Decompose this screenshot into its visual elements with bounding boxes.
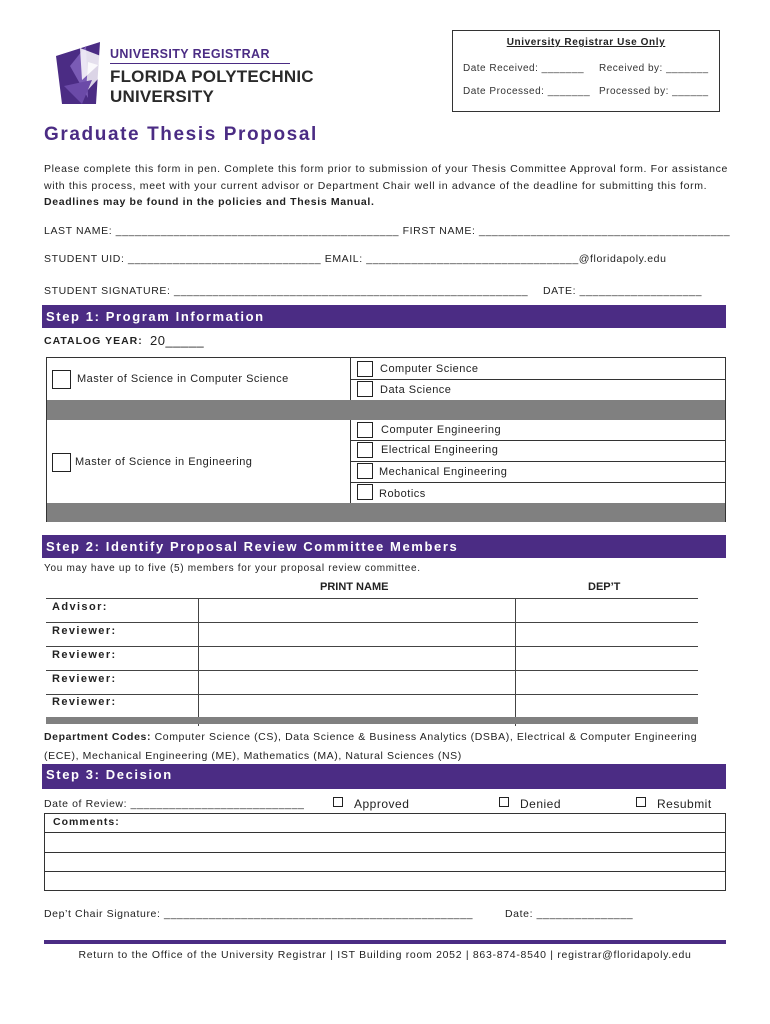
date-received-field[interactable]: Date Received: _______: [463, 63, 585, 74]
ds-track-label: Data Science: [380, 384, 452, 396]
student-signature-field[interactable]: STUDENT SIGNATURE: _______________________________________________________: [44, 285, 529, 297]
resubmit-checkbox[interactable]: [636, 797, 646, 807]
chair-date-field[interactable]: Date: _______________: [505, 908, 634, 920]
logo-registrar-text: UNIVERSITY REGISTRAR: [110, 47, 270, 61]
logo-university-name: FLORIDA POLYTECHNIC: [110, 67, 314, 86]
ee-track-checkbox[interactable]: [357, 442, 373, 458]
program-separator-1: [47, 400, 725, 420]
received-by-field[interactable]: Received by: _______: [599, 63, 709, 74]
ms-eng-label: Master of Science in Engineering: [75, 456, 253, 468]
instructions-text: Please complete this form in pen. Complete this form prior to submission of your Thesis Committee Approval form. For assistance with this process, meet with your current advisor or Department Chair well in advance of the deadline for submitting this form.: [44, 163, 729, 192]
reviewer-label: Reviewer:: [52, 673, 117, 685]
table-rule: [46, 670, 698, 671]
ce-track-checkbox[interactable]: [357, 422, 373, 438]
table-rule: [46, 694, 698, 695]
footer-contact: Return to the Office of the University Registrar | IST Building room 2052 | 863-874-8540 | registrar@floridapoly.edu: [78, 949, 692, 961]
ce-track-label: Computer Engineering: [381, 424, 502, 436]
department-codes: [44, 728, 734, 766]
registrar-use-box: [452, 30, 720, 112]
processed-by-field[interactable]: Processed by: ______: [599, 86, 709, 97]
program-table: [46, 357, 726, 522]
comment-line: [45, 852, 725, 853]
row-divider: [350, 461, 725, 462]
column-divider: [515, 598, 516, 726]
form-title: Graduate Thesis Proposal: [44, 124, 318, 145]
table-rule: [46, 598, 698, 599]
column-divider: [198, 598, 199, 726]
robotics-track-label: Robotics: [379, 488, 426, 500]
approved-label: Approved: [354, 797, 410, 811]
ms-cs-checkbox[interactable]: [52, 370, 71, 389]
committee-note: You may have up to five (5) members for your proposal review committee.: [44, 563, 421, 574]
reviewer-label: Reviewer:: [52, 649, 117, 661]
uid-email-fields[interactable]: STUDENT UID: ______________________________ EMAIL: _________________________________@floridapoly.edu: [44, 253, 667, 265]
table-bottom-band: [46, 717, 698, 724]
row-divider: [350, 440, 725, 441]
reviewer-label: Reviewer:: [52, 625, 117, 637]
step3-header: Step 3: Decision: [42, 764, 726, 789]
catalog-year-field[interactable]: 20_____: [150, 333, 205, 348]
cs-track-label: Computer Science: [380, 363, 479, 375]
ee-track-label: Electrical Engineering: [381, 444, 499, 456]
ms-eng-checkbox[interactable]: [52, 453, 71, 472]
registrar-box-title: University Registrar Use Only: [506, 37, 666, 48]
signature-date-field[interactable]: DATE: ___________________: [543, 285, 703, 297]
ms-cs-label: Master of Science in Computer Science: [77, 373, 289, 385]
date-of-review-field[interactable]: Date of Review: ___________________________: [44, 798, 305, 810]
denied-checkbox[interactable]: [499, 797, 509, 807]
codes-label: Department Codes:: [44, 731, 152, 743]
comments-box[interactable]: [44, 813, 726, 891]
logo-university-word: UNIVERSITY: [110, 87, 215, 106]
committee-table: [46, 598, 698, 726]
comment-line: [45, 832, 725, 833]
comments-label: Comments:: [53, 816, 120, 828]
name-fields[interactable]: LAST NAME: ____________________________________________ FIRST NAME: _______________________________________: [44, 225, 731, 237]
comment-line: [45, 871, 725, 872]
catalog-year-label: CATALOG YEAR:: [44, 335, 143, 347]
me-track-checkbox[interactable]: [357, 463, 373, 479]
program-separator-2: [47, 503, 725, 522]
date-processed-field[interactable]: Date Processed: _______: [463, 86, 591, 97]
row-divider: [350, 379, 725, 380]
deadline-note: Deadlines may be found in the policies and Thesis Manual.: [44, 196, 375, 208]
step1-header: Step 1: Program Information: [42, 305, 726, 328]
cs-track-checkbox[interactable]: [357, 361, 373, 377]
approved-checkbox[interactable]: [333, 797, 343, 807]
row-divider: [350, 482, 725, 483]
advisor-label: Advisor:: [52, 601, 108, 613]
logo-divider: [110, 63, 290, 64]
dept-header: DEP’T: [588, 581, 621, 593]
footer-rule: [44, 940, 726, 944]
form-instructions: [44, 161, 734, 211]
print-name-header: PRINT NAME: [320, 581, 389, 593]
resubmit-label: Resubmit: [657, 797, 712, 811]
step2-header: Step 2: Identify Proposal Review Committee Members: [42, 535, 726, 558]
ds-track-checkbox[interactable]: [357, 381, 373, 397]
denied-label: Denied: [520, 797, 562, 811]
robotics-track-checkbox[interactable]: [357, 484, 373, 500]
reviewer-label: Reviewer:: [52, 696, 117, 708]
table-rule: [46, 646, 698, 647]
chair-signature-field[interactable]: Dep’t Chair Signature: ________________________________________________: [44, 908, 474, 920]
codes-list: Computer Science (CS), Data Science & Business Analytics (DSBA), Electrical & Computer Engineering (ECE), Mechanical Engineering (ME), Mathematics (MA), Natural Sciences (NS): [44, 731, 698, 762]
me-track-label: Mechanical Engineering: [379, 466, 508, 478]
table-rule: [46, 622, 698, 623]
